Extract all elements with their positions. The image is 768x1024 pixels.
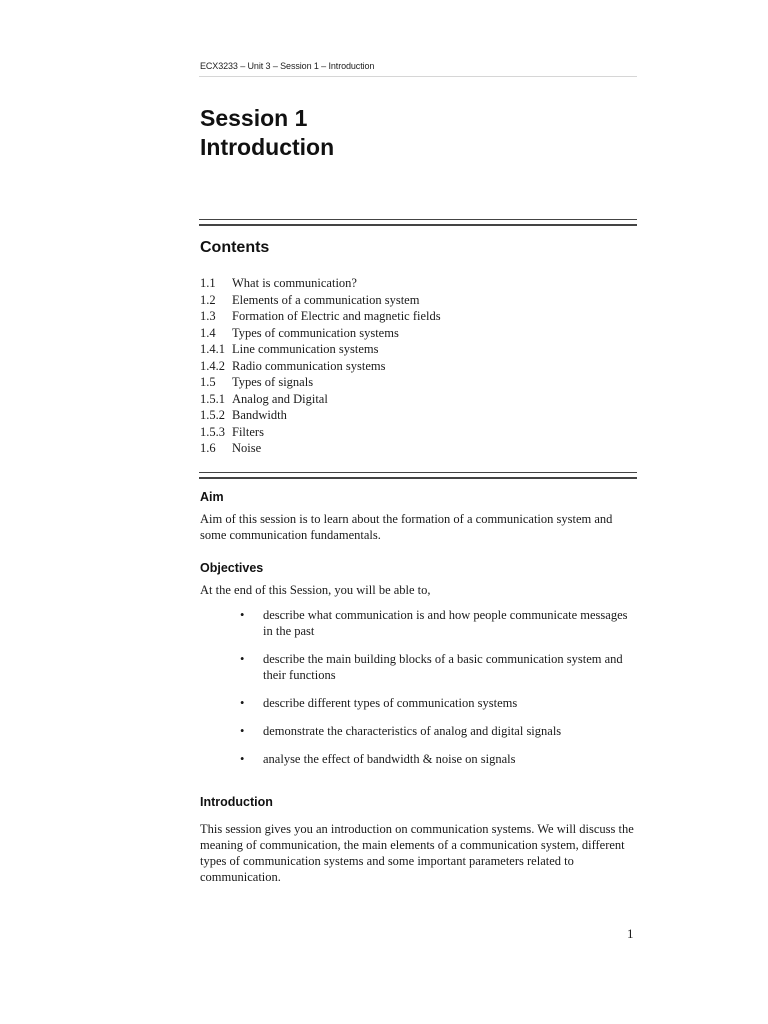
objective-text: analyse the effect of bandwidth & noise on signals (263, 752, 516, 766)
objectives-intro: At the end of this Session, you will be able to, (200, 583, 431, 597)
toc-item-label: What is communication? (232, 276, 357, 290)
toc-item-number: 1.3 (200, 309, 216, 323)
toc-item-label: Filters (232, 424, 264, 439)
toc-item-number: 1.1 (200, 276, 216, 290)
page-title (200, 104, 334, 162)
objective-text: demonstrate the characteristics of analog and digital signals (263, 724, 562, 738)
objective-item (240, 607, 640, 639)
session-number: Session 1 (200, 105, 308, 131)
toc-item-number: 1.4.2 (200, 358, 225, 373)
objective-item (240, 651, 640, 683)
toc-item-label: Analog and Digital (232, 391, 328, 406)
toc-item-number: 1.2 (200, 292, 216, 307)
bullet-icon: • (240, 608, 245, 622)
contents-heading: Contents (200, 239, 270, 256)
toc-item-label: Radio communication systems (232, 358, 386, 373)
introduction-text: This session gives you an introduction on communication systems. We will discuss the meaning of communication, the main elements of a communication system, different types of communication systems and some important parameters related to communication. (200, 822, 634, 884)
toc-item-label: Bandwidth (232, 408, 287, 422)
toc-item (200, 391, 441, 408)
toc-item-label: Formation of Electric and magnetic fields (232, 309, 441, 323)
toc-item-number: 1.4.1 (200, 342, 225, 356)
objective-item (240, 751, 640, 767)
objective-text: describe the main building blocks of a basic communication system and their functions (263, 652, 623, 682)
toc-item-label: Types of communication systems (232, 325, 399, 340)
aim-text: Aim of this session is to learn about the formation of a communication system and some communication fundamentals. (200, 512, 613, 542)
contents-bottom-divider (199, 472, 637, 479)
bullet-icon: • (240, 724, 245, 738)
objectives-list (240, 607, 640, 779)
page-number: 1 (627, 926, 634, 941)
bullet-icon: • (240, 696, 245, 710)
toc-item (200, 407, 441, 424)
toc-item (200, 325, 441, 342)
toc-item-label: Line communication systems (232, 342, 379, 356)
toc-item (200, 358, 441, 375)
objective-item (240, 695, 640, 711)
toc-item-number: 1.5.1 (200, 391, 225, 406)
header-divider (199, 76, 637, 77)
toc-item-number: 1.4 (200, 325, 216, 340)
bullet-icon: • (240, 652, 245, 666)
toc-item (200, 308, 441, 325)
bullet-icon: • (240, 752, 245, 766)
objective-text: describe what communication is and how people communicate messages in the past (263, 608, 628, 638)
toc-item (200, 440, 441, 457)
aim-heading: Aim (200, 490, 224, 504)
contents-top-divider (199, 219, 637, 226)
objective-text: describe different types of communication systems (263, 696, 518, 710)
toc-item (200, 374, 441, 391)
objective-item (240, 723, 640, 739)
introduction-heading: Introduction (200, 795, 273, 809)
toc-item-number: 1.5 (200, 375, 216, 389)
toc-item-number: 1.6 (200, 441, 216, 455)
objectives-heading: Objectives (200, 561, 264, 575)
session-title: Introduction (200, 134, 335, 160)
toc-item (200, 275, 441, 292)
running-header: ECX3233 – Unit 3 – Session 1 – Introduction (200, 61, 375, 71)
toc-item-number: 1.5.2 (200, 408, 225, 422)
toc-item (200, 424, 441, 441)
toc-item-label: Noise (232, 441, 262, 455)
toc-item-number: 1.5.3 (200, 424, 225, 439)
table-of-contents (200, 275, 441, 457)
toc-item-label: Types of signals (232, 375, 314, 389)
toc-item (200, 292, 441, 309)
toc-item-label: Elements of a communication system (232, 292, 420, 307)
toc-item (200, 341, 441, 358)
